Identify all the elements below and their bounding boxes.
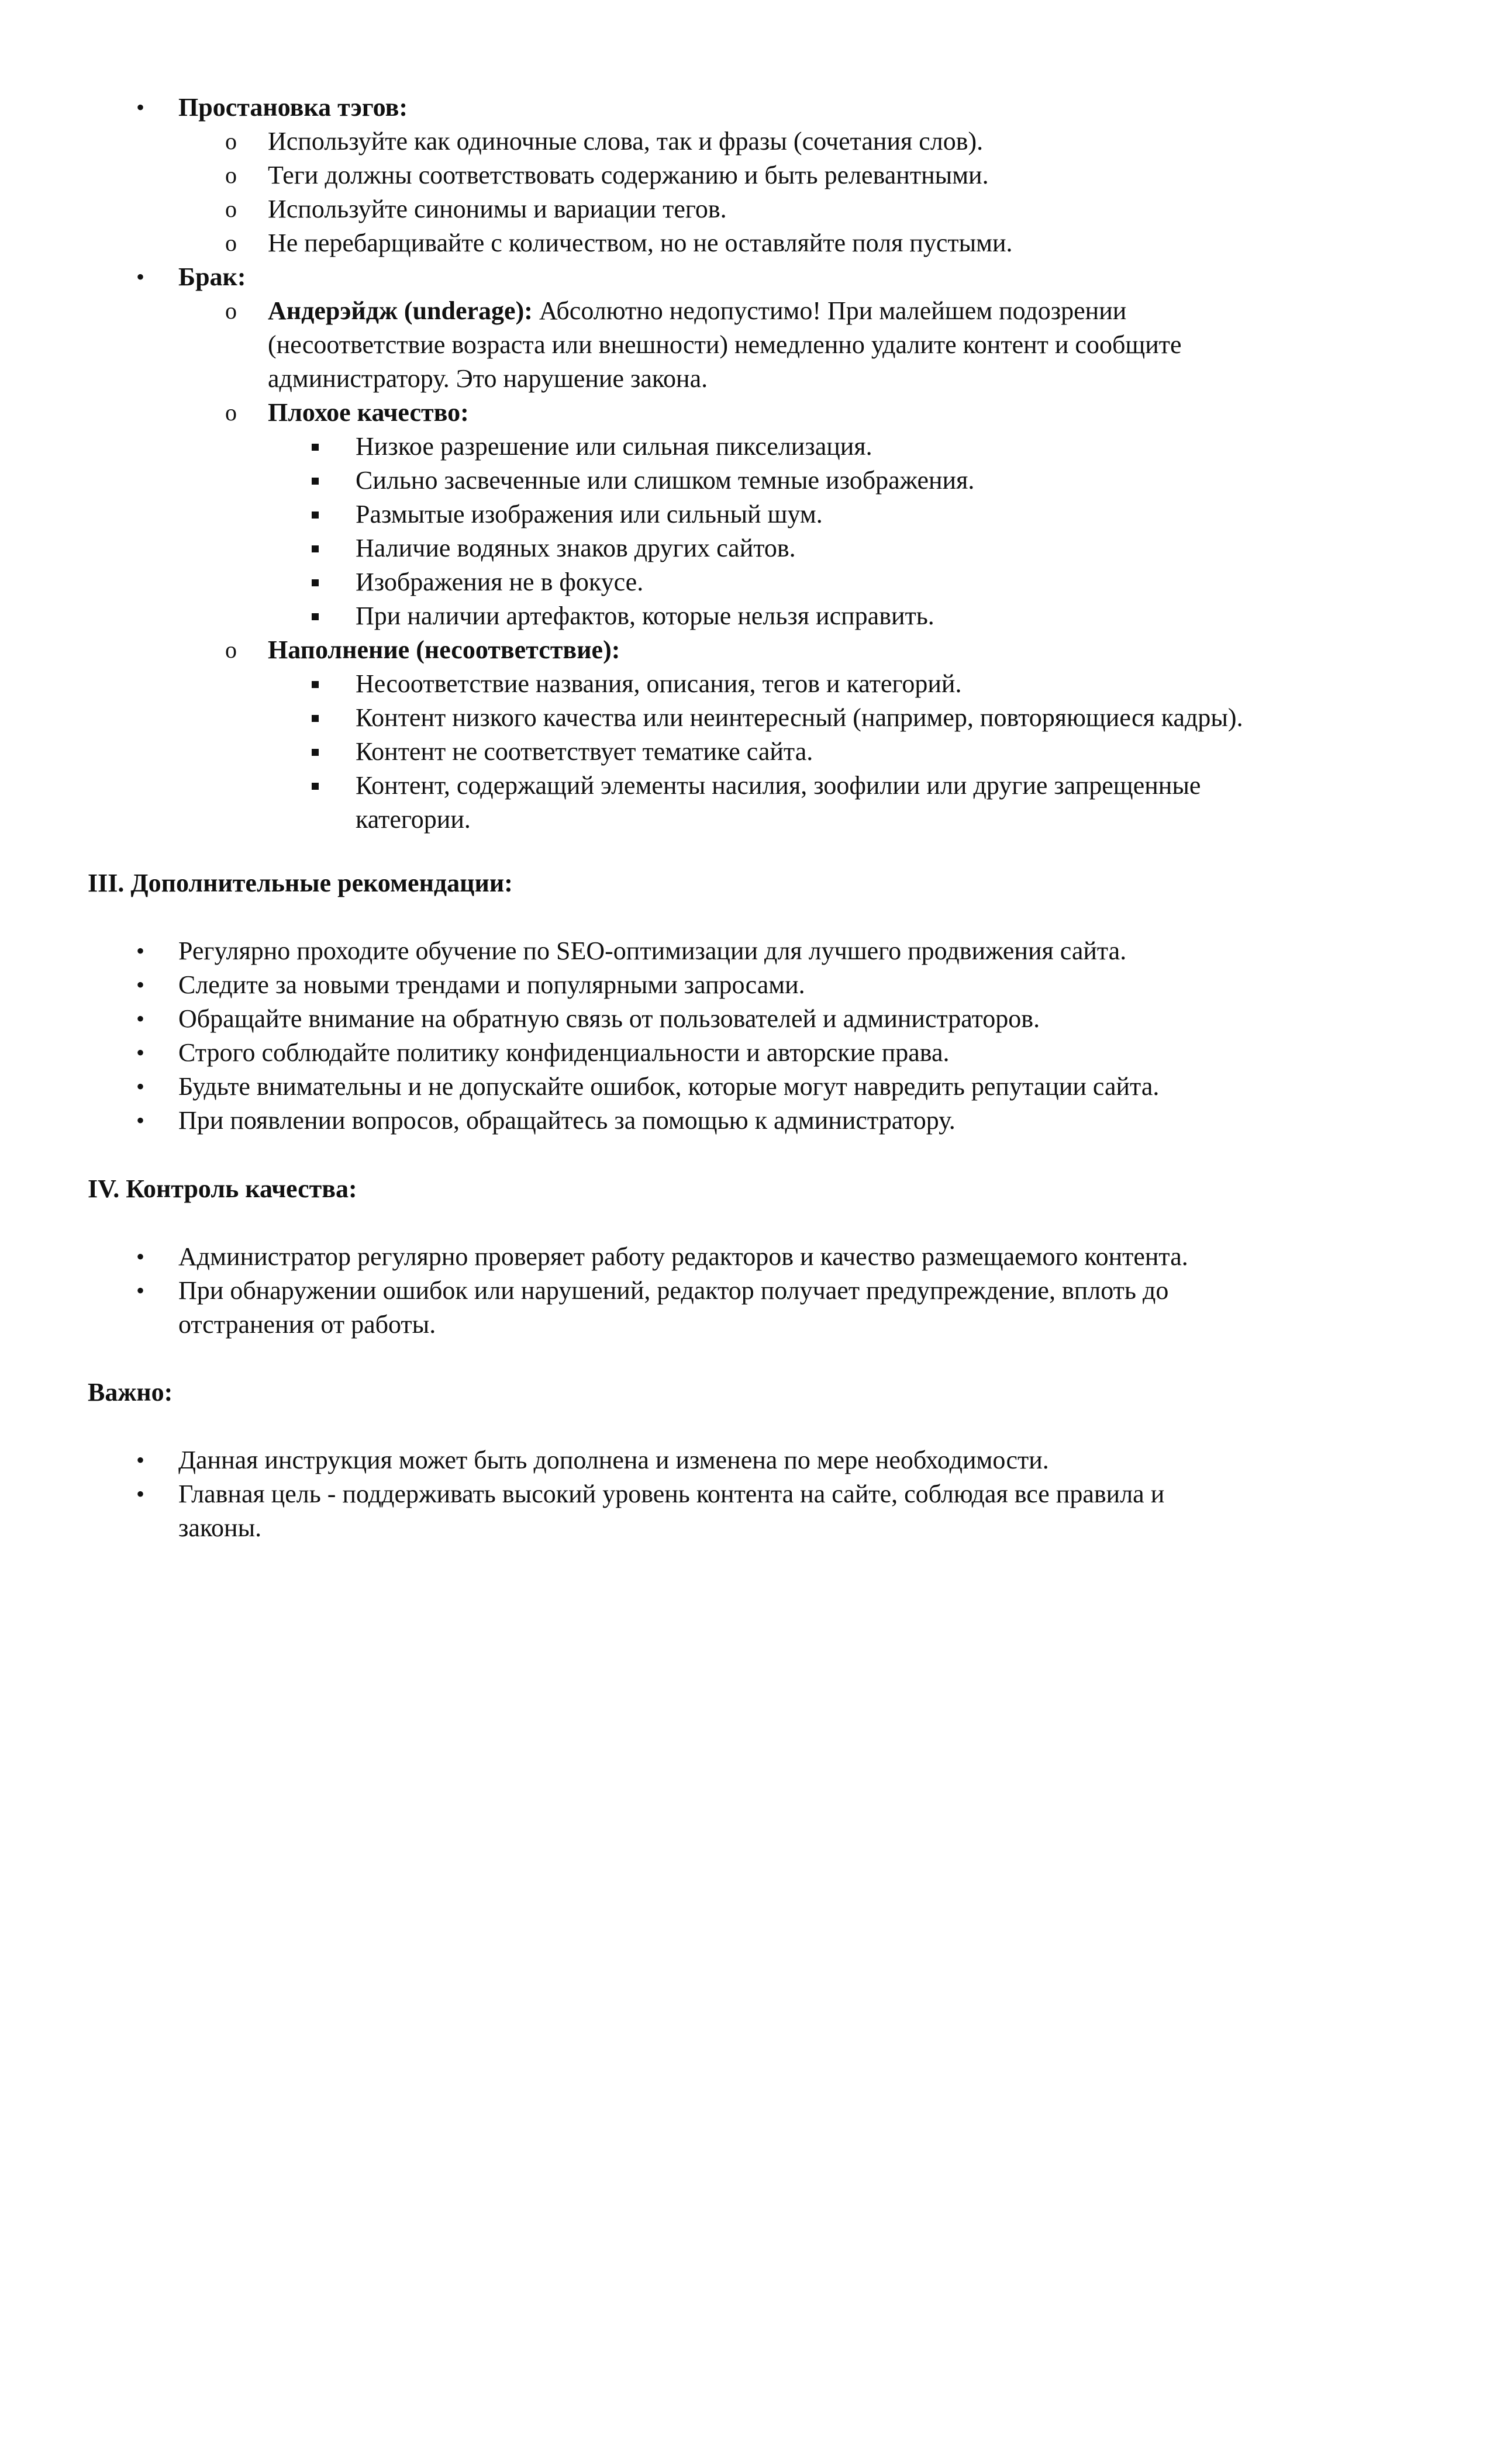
square-bullet-icon [312,681,319,688]
list-item: При наличии артефактов, которые нельзя исправить. [356,602,934,630]
list-item: Контент не соответствует тематике сайта. [356,737,813,766]
circle-marker: o [225,230,237,256]
list-item: Контент, содержащий элементы насилия, зоофилии или другие запрещенные [356,771,1201,800]
list-item: Следите за новыми трендами и популярными запросами. [178,970,805,999]
bullet-marker: • [136,1481,144,1507]
square-bullet-icon [312,715,319,722]
bullet-marker: • [136,1073,144,1100]
list-item: Изображения не в фокусе. [356,568,644,596]
list-item: Обращайте внимание на обратную связь от пользователей и администраторов. [178,1004,1040,1033]
circle-marker: o [225,637,237,663]
square-bullet-icon [312,783,319,790]
circle-marker: o [225,196,237,222]
bullet-marker: • [136,972,144,998]
list-item: Несоответствие названия, описания, тегов и категорий. [356,669,962,698]
important-heading: Важно: [88,1378,173,1406]
list-item: Не перебарщивайте с количеством, но не оставляйте поля пустыми. [268,229,1013,257]
list-item: Низкое разрешение или сильная пикселизация. [356,432,872,461]
underage-line-1 [268,294,1126,328]
bullet-marker: • [136,1107,144,1133]
bullet-marker: • [136,264,144,290]
underage-line-2: (несоответствие возраста или внешности) немедленно удалите контент и сообщите [268,330,1182,359]
square-bullet-icon [312,444,319,451]
list-item: При обнаружении ошибок или нарушений, редактор получает предупреждение, вплоть до [178,1276,1169,1305]
bullet-marker: • [136,1277,144,1304]
list-item: Размытые изображения или сильный шум. [356,500,823,528]
list-item: Будьте внимательны и не допускайте ошибок, которые могут навредить репутации сайта. [178,1072,1160,1101]
tags-heading: Простановка тэгов: [178,93,408,122]
underage-text: Абсолютно недопустимо! При малейшем подозрении [532,296,1127,325]
circle-marker: o [225,128,237,154]
mismatch-heading: Наполнение (несоответствие): [268,635,620,664]
list-item: Сильно засвеченные или слишком темные изображения. [356,466,975,495]
bullet-marker: • [136,94,144,120]
list-item: Используйте синонимы и вариации тегов. [268,195,727,223]
list-item-continuation: категории. [356,805,471,834]
list-item: Теги должны соответствовать содержанию и быть релевантными. [268,161,989,189]
list-item: Наличие водяных знаков других сайтов. [356,534,796,562]
square-bullet-icon [312,613,319,620]
list-item: Регулярно проходите обучение по SEO-оптимизации для лучшего продвижения сайта. [178,936,1127,965]
square-bullet-icon [312,749,319,756]
bad-quality-heading: Плохое качество: [268,398,469,427]
list-item-continuation: законы. [178,1513,262,1542]
list-item: Данная инструкция может быть дополнена и изменена по мере необходимости. [178,1446,1049,1474]
section-3-heading: III. Дополнительные рекомендации: [88,869,513,897]
square-bullet-icon [312,579,319,586]
bullet-marker: • [136,1447,144,1473]
circle-marker: o [225,399,237,426]
list-item-continuation: отстранения от работы. [178,1310,436,1339]
list-item: Строго соблюдайте политику конфиденциальности и авторские права. [178,1038,950,1067]
circle-marker: o [225,298,237,324]
list-item: Администратор регулярно проверяет работу редакторов и качество размещаемого контента. [178,1242,1188,1271]
list-item: Контент низкого качества или неинтересный (например, повторяющиеся кадры). [356,703,1243,732]
circle-marker: o [225,162,237,188]
square-bullet-icon [312,545,319,552]
bullet-marker: • [136,1243,144,1270]
square-bullet-icon [312,478,319,485]
bullet-marker: • [136,1039,144,1066]
section-4-heading: IV. Контроль качества: [88,1174,357,1203]
bullet-marker: • [136,938,144,964]
defects-heading: Брак: [178,262,246,291]
bullet-marker: • [136,1005,144,1032]
underage-line-3: администратору. Это нарушение закона. [268,364,708,393]
list-item: Используйте как одиночные слова, так и фразы (сочетания слов). [268,127,984,155]
list-item: При появлении вопросов, обращайтесь за помощью к администратору. [178,1106,956,1135]
list-item: Главная цель - поддерживать высокий уровень контента на сайте, соблюдая все правила и [178,1480,1165,1508]
underage-title: Андерэйдж (underage): [268,296,533,325]
square-bullet-icon [312,512,319,519]
